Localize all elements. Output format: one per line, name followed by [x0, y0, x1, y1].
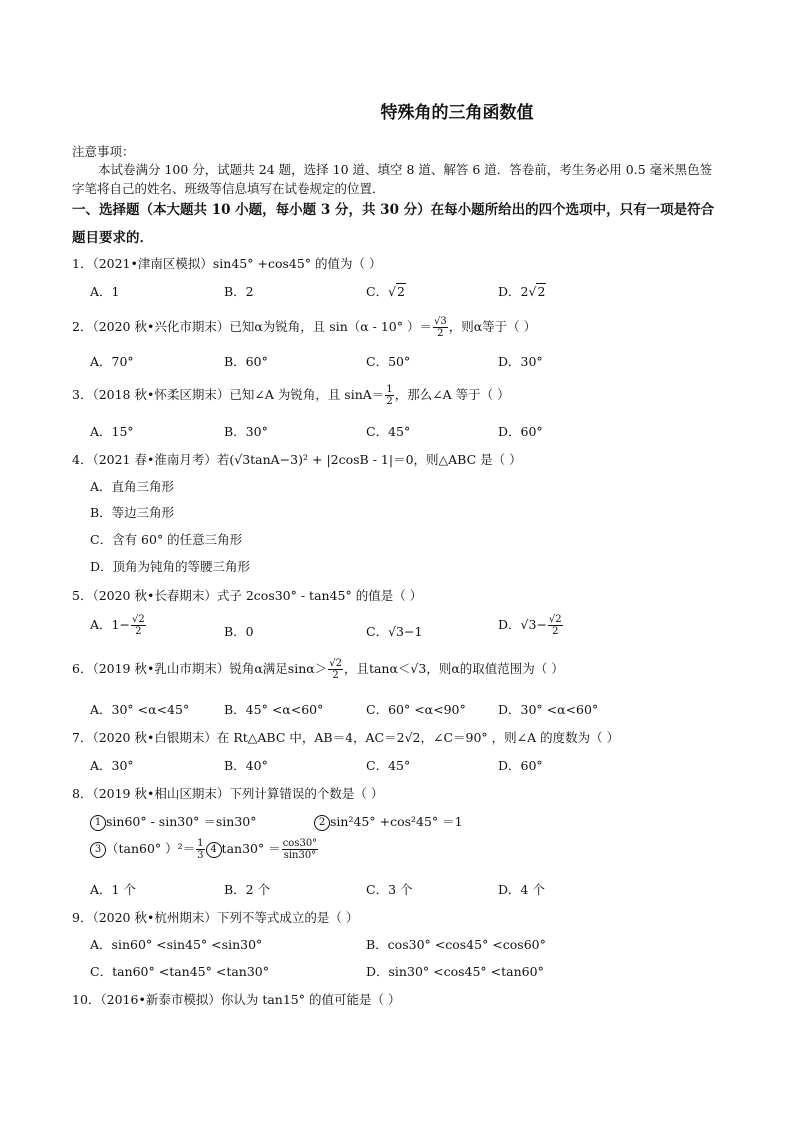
notice-heading: 注意事项： — [72, 144, 135, 159]
q9-option-a: A．sin60° <sin45° <sin30° — [90, 937, 263, 952]
q8-option-b: B．2 个 — [224, 882, 271, 897]
notice-body: 本试卷满分 100 分，试题共 24 题，选择 10 道、填空 8 道、解答 6 道．答卷前，考生务必用 0.5 毫米黑色签字笔将自己的姓名、班级等信息填写在试卷规定的位置． — [72, 162, 713, 196]
q7-option-a: A．30° — [90, 758, 134, 773]
q9-option-d: D．sin30° <cos45° <tan60° — [366, 964, 544, 979]
question-5-stem: 5．（2020 秋•长春期末）式子 2cos30° - tan45° 的值是（ ） — [72, 588, 423, 603]
q5-option-b: B．0 — [224, 624, 254, 639]
q5-option-c: C．√3−1 — [366, 624, 423, 639]
q1-option-b: B．2 — [224, 284, 254, 299]
q4-option-c: C．含有 60° 的任意三角形 — [90, 532, 243, 547]
question-1-stem: 1．（2021•津南区模拟）sin45° +cos45° 的值为（ ） — [72, 256, 382, 271]
q9-option-c: C．tan60° <tan45° <tan30° — [90, 964, 270, 979]
q2-option-c: C．50° — [366, 354, 411, 369]
circled-number-2: 2 — [314, 815, 330, 831]
question-4-stem: 4．（2021 春•淮南月考）若(√3tanA−3)² + |2cosB - 1|＝0，则△ABC 是（ ） — [72, 452, 522, 467]
q6-option-d: D．30° <α<60° — [498, 702, 599, 717]
q9-option-b: B．cos30° <cos45° <cos60° — [366, 937, 546, 952]
question-7-stem: 7．（2020 秋•白银期末）在 Rt△ABC 中，AB＝4，AC＝2√2，∠C＝90° ，则∠A 的度数为（ ） — [72, 730, 620, 745]
circled-number-4: 4 — [206, 842, 222, 858]
q2-option-b: B．60° — [224, 354, 268, 369]
question-6-stem: 6．（2019 秋•乳山市期末）锐角α满足sinα＞ $\frac{√2}{2}$ ，且tanα＜√3，则α的取值范围为（ ） — [72, 658, 564, 681]
q5-option-a: A．1− $\frac{√2}{2}$ — [90, 614, 145, 637]
q8-option-d: D．4 个 — [498, 882, 545, 897]
q4-option-a: A．直角三角形 — [90, 479, 175, 494]
q2-option-a: A．70° — [90, 354, 134, 369]
q1-option-a: A．1 — [90, 284, 120, 299]
q3-option-d: D．60° — [498, 424, 543, 439]
question-2-stem: 2．（2020 秋•兴化市期末）已知α为锐角，且 sin（α - 10° ）＝ $\frac{√3}{2}$ ，则α等于（ ） — [72, 316, 537, 339]
q5-option-d: D．√3− $\frac{√2}{2}$ — [498, 614, 562, 637]
q2-option-d: D．30° — [498, 354, 543, 369]
q8-option-c: C．3 个 — [366, 882, 413, 897]
q1-option-d: D．2√2 — [498, 284, 546, 299]
q8-item-3-4: 3 （tan60° ）²＝ $\frac{1}{3}$ 4 tan30° ＝ $\frac{\cos 30^\circ}{\sin 30^\circ}$ — [90, 838, 319, 861]
q3-option-b: B．30° — [224, 424, 268, 439]
question-9-stem: 9．（2020 秋•杭州期末）下列不等式成立的是（ ） — [72, 910, 359, 925]
question-3-stem: 3．（2018 秋•怀柔区期末）已知∠A 为锐角，且 sinA＝ $\frac{1}{2}$ ，那么∠A 等于（ ） — [72, 384, 510, 407]
q8-item-2: 2 sin²45° +cos²45° ＝1 — [314, 812, 463, 831]
circled-number-3: 3 — [90, 842, 106, 858]
q1-option-c: C．√2 — [366, 284, 405, 299]
q7-option-b: B．40° — [224, 758, 268, 773]
page-title: 特殊角的三角函数值 — [380, 103, 534, 123]
circled-number-1: 1 — [90, 815, 106, 831]
question-10-stem: 10．（2016•新泰市模拟）你认为 tan15° 的值可能是（ ） — [72, 992, 401, 1007]
q7-option-c: C．45° — [366, 758, 411, 773]
q4-option-b: B．等边三角形 — [90, 505, 175, 520]
q3-option-a: A．15° — [90, 424, 134, 439]
q3-option-c: C．45° — [366, 424, 411, 439]
question-8-stem: 8．（2019 秋•相山区期末）下列计算错误的个数是（ ） — [72, 786, 384, 801]
q4-option-d: D．顶角为钝角的等腰三角形 — [90, 559, 251, 574]
q6-option-b: B．45° <α<60° — [224, 702, 324, 717]
q7-option-d: D．60° — [498, 758, 543, 773]
q8-option-a: A．1 个 — [90, 882, 136, 897]
q6-option-a: A．30° <α<45° — [90, 702, 190, 717]
q6-option-c: C．60° <α<90° — [366, 702, 466, 717]
q8-item-1: 1 sin60° - sin30° ＝sin30° — [90, 812, 257, 831]
section-heading: 一、选择题（本大题共 10 小题，每小题 3 分，共 30 分）在每小题所给出的四个选项中，只有一项是符合题目要求的． — [72, 202, 715, 246]
